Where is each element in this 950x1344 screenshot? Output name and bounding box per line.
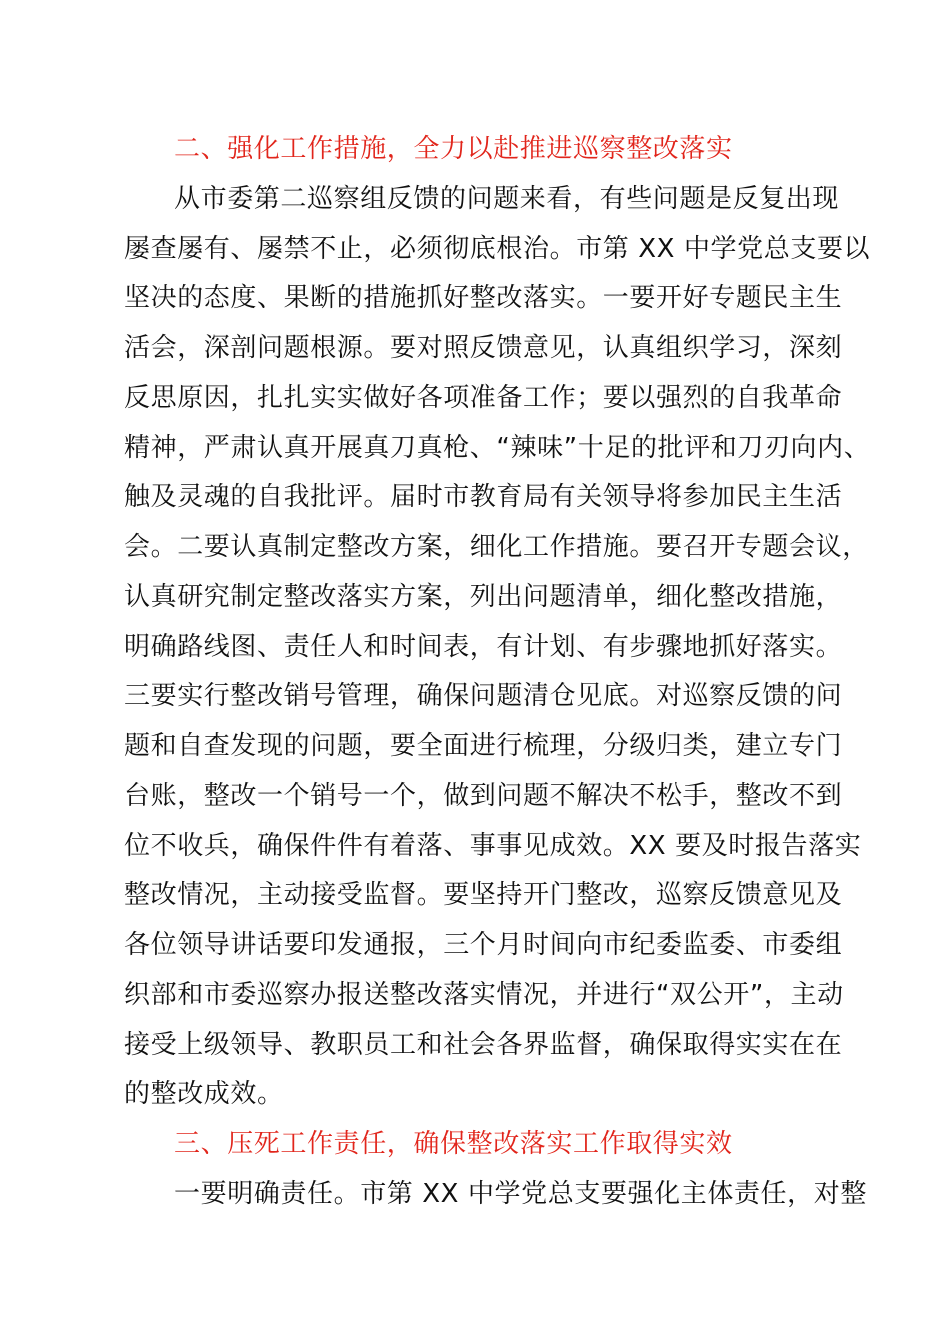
paragraph-line: 接受上级领导、教职员工和社会各界监督，确保取得实实在在: [124, 1030, 843, 1060]
paragraph-line: 题和自查发现的问题，要全面进行梳理，分级归类，建立专门: [124, 731, 843, 761]
paragraph-line: 从市委第二巡察组反馈的问题来看，有些问题是反复出现: [174, 184, 840, 214]
paragraph-line: 坚决的态度、果断的措施抓好整改落实。一要开好专题民主生: [124, 283, 843, 313]
paragraph-line: 活会，深剖问题根源。要对照反馈意见，认真组织学习，深刻: [124, 333, 843, 363]
paragraph-line: 织部和市委巡察办报送整改落实情况，并进行“双公开”，主动: [124, 980, 844, 1010]
paragraph-line: 明确路线图、责任人和时间表，有计划、有步骤地抓好落实。: [124, 632, 843, 662]
paragraph-line: 各位领导讲话要印发通报，三个月时间向市纪委监委、市委组: [124, 930, 843, 960]
paragraph-line: 整改情况，主动接受监督。要坚持开门整改，巡察反馈意见及: [124, 880, 843, 910]
paragraph-line: 三要实行整改销号管理，确保问题清仓见底。对巡察反馈的问: [124, 681, 843, 711]
paragraph-line: 一要明确责任。市第 XX 中学党总支要强化主体责任，对整: [174, 1179, 867, 1209]
paragraph-line: 反思原因，扎扎实实做好各项准备工作；要以强烈的自我革命: [124, 383, 843, 413]
paragraph-line: 位不收兵，确保件件有着落、事事见成效。XX 要及时报告落实: [124, 831, 862, 861]
section-heading-3: 三、压死工作责任，确保整改落实工作取得实效: [174, 1129, 733, 1159]
paragraph-line: 会。二要认真制定整改方案，细化工作措施。要召开专题会议，: [124, 532, 869, 562]
paragraph-line: 精神，严肃认真开展真刀真枪、“辣味”十足的批评和刀刃向内、: [124, 433, 871, 463]
section-heading-2: 二、强化工作措施，全力以赴推进巡察整改落实: [174, 134, 733, 164]
paragraph-line: 屡查屡有、屡禁不止，必须彻底根治。市第 XX 中学党总支要以: [124, 234, 871, 264]
paragraph-line: 触及灵魂的自我批评。届时市教育局有关领导将参加民主生活: [124, 482, 843, 512]
paragraph-line: 的整改成效。: [124, 1079, 284, 1109]
paragraph-line: 台账，整改一个销号一个，做到问题不解决不松手，整改不到: [124, 781, 843, 811]
paragraph-line: 认真研究制定整改落实方案，列出问题清单，细化整改措施，: [124, 582, 843, 612]
